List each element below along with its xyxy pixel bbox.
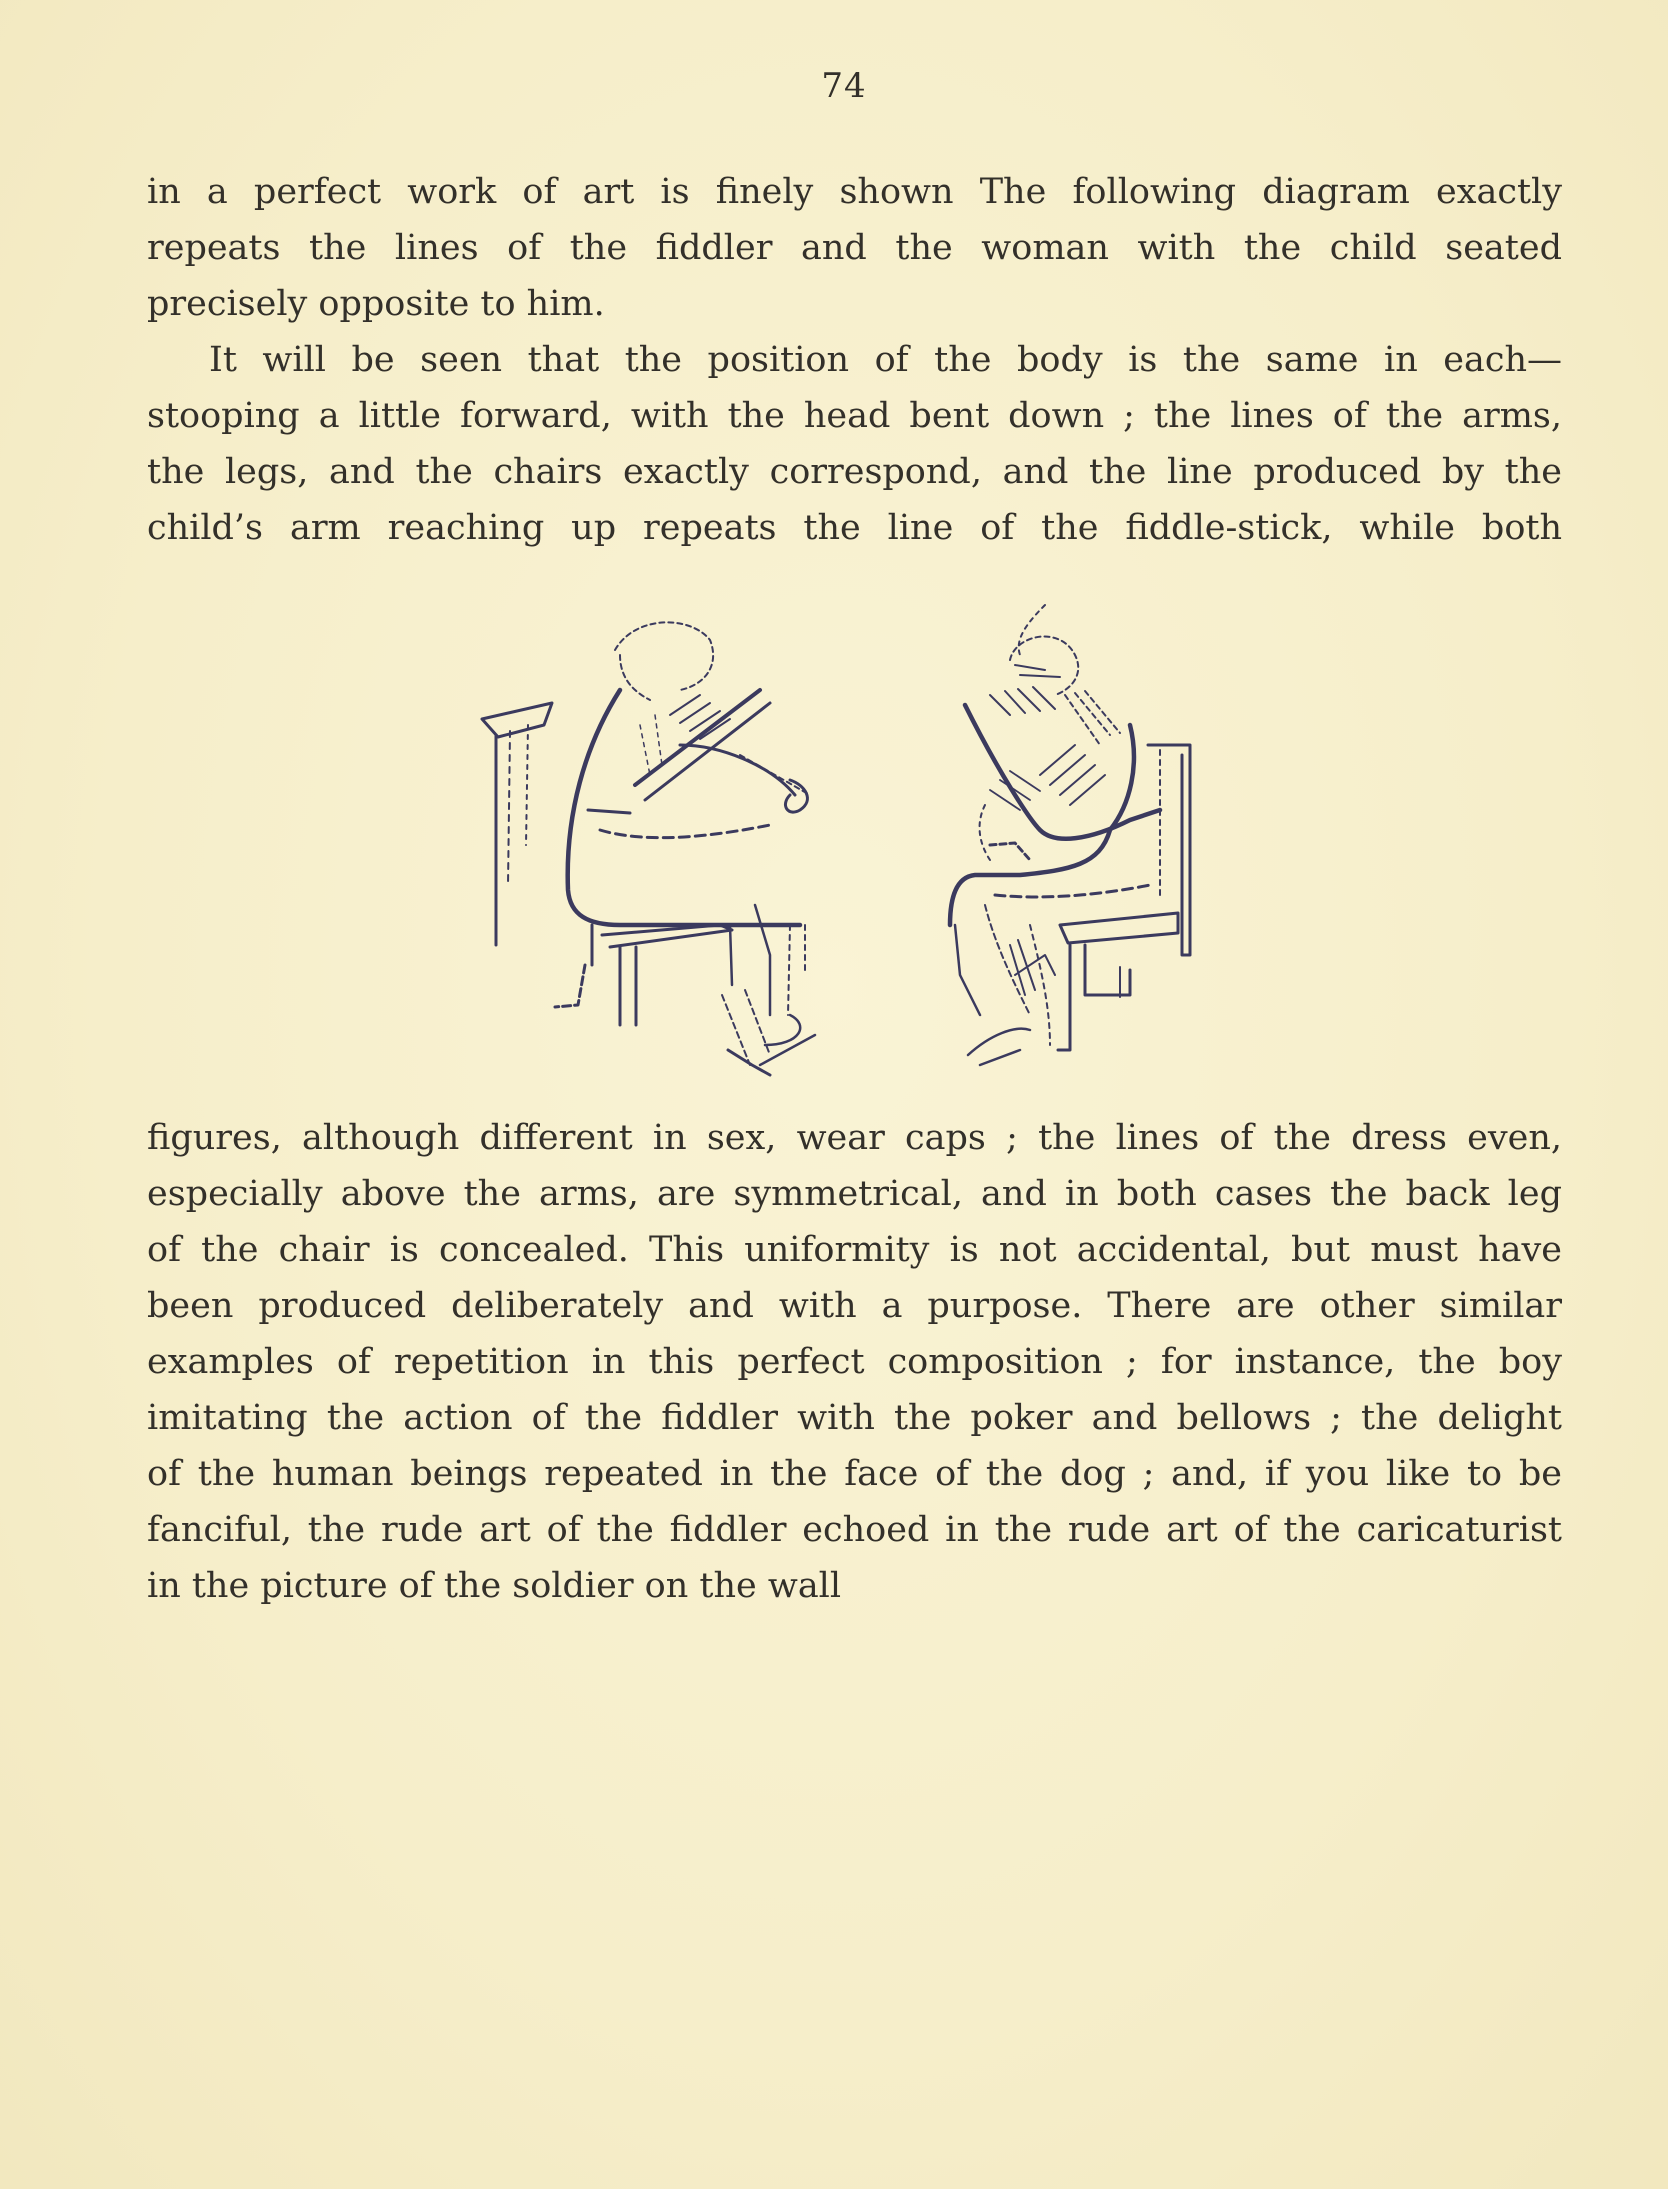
text-line: figures, although different in sex, wear caps ; the lines of the dress even, — [147, 1118, 1562, 1158]
text-line: of the human beings repeated in the face of the dog ; and, if you like to be — [147, 1454, 1562, 1494]
paragraph-bottom — [147, 1110, 1562, 1614]
woman-figure — [950, 605, 1190, 1065]
text-line: in the picture of the soldier on the wall — [147, 1566, 842, 1606]
text-line: precisely opposite to him. — [147, 284, 605, 324]
text-line: stooping a little forward, with the head bent down ; the lines of the arms, — [147, 396, 1562, 436]
text-line: the legs, and the chairs exactly correspond, and the line produced by the — [147, 452, 1562, 492]
text-line: fanciful, the rude art of the fiddler echoed in the rude art of the caricaturist — [147, 1510, 1562, 1550]
fiddler-figure — [482, 622, 815, 1075]
text-line: imitating the action of the fiddler with the poker and bellows ; the delight — [147, 1398, 1562, 1438]
text-line: of the chair is concealed. This uniformity is not accidental, but must have — [147, 1230, 1562, 1270]
diagram-fiddler-and-woman — [470, 595, 1250, 1085]
page-number: 74 — [821, 66, 867, 106]
text-line: examples of repetition in this perfect composition ; for instance, the boy — [147, 1342, 1562, 1382]
paragraph-top — [147, 164, 1562, 556]
text-line: repeats the lines of the fiddler and the woman with the child seated — [147, 228, 1562, 268]
text-line: It will be seen that the position of the body is the same in each— — [209, 340, 1562, 380]
text-line: especially above the arms, are symmetrical, and in both cases the back leg — [147, 1174, 1562, 1214]
text-line: child’s arm reaching up repeats the line of the fiddle-stick, while both — [147, 508, 1562, 548]
text-line: been produced deliberately and with a purpose. There are other similar — [147, 1286, 1562, 1326]
text-line: in a perfect work of art is finely shown The following diagram exactly — [147, 172, 1562, 212]
